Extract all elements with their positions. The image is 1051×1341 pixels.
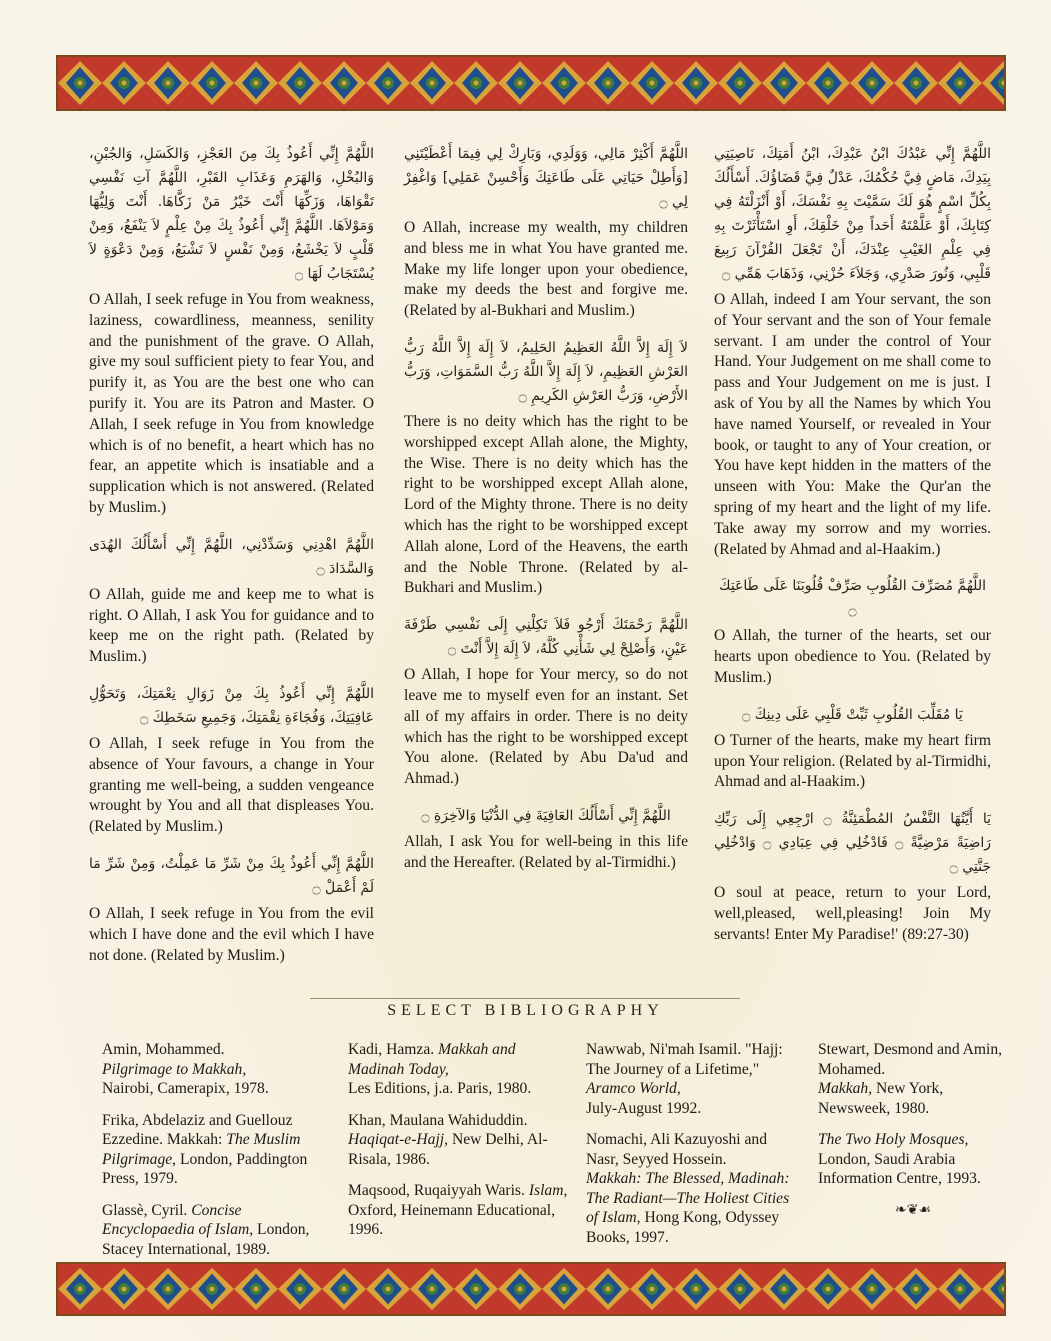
column-right [714,142,991,960]
english-translation: O Turner of the hearts, make my heart firm upon Your religion. (Related by al-Tirmidhi, Ahmad and al-Haakim.) [714,731,991,791]
column-left [89,142,374,980]
divider [310,998,740,999]
english-translation: O Allah, I seek refuge in You from the evil which I have done and the evil which I have not done. (Related by Muslim.) [89,904,374,964]
column-middle [404,142,688,888]
arabic-quran-verse: يَا أَيَّتُهَا النَّفْسُ المُطْمَئِنَّةُ ۝ ارْجِعِي إِلَى رَبِّكِ رَاضِيَةً مَرْضِيَّةً ۝ فَادْخُلِي فِي عِبَادِي ۝ وَادْخُلِي جَنَّتِي ۝ [714,811,991,876]
english-translation: O Allah, indeed I am Your servant, the son of Your servant and the son of Your female servant. I am under the control of Your Hand. Your Judgement on me shall come to pass and Your Judgement on me is just. I ask of You by all the Names by which You have named Yourself, or revealed in Your book, or taught to any of Your creation, or You have kept hidden in the matters of the unseen with You: Make the Qur'an the spring of my heart and the light of my life. Take away my sorrow and my worries. (Related by Ahmad and al-Haakim.) [714,291,991,558]
bibliography-column [586,1040,801,1259]
english-translation: O Allah, guide me and keep me to what is right. O Allah, I ask You for guidance and to keep me on the right path. (Related by Muslim.) [89,585,374,666]
bibliography-column [818,1040,1008,1220]
bibliography-entry: Stewart, Desmond and Amin, Mohamed. Makkah, New York, Newsweek, 1980. [818,1041,1003,1117]
arabic-supplication: لاَ إِلَهَ إِلاَّ اللَّهُ العَظِيمُ الحَلِيمُ، لاَ إِلَهَ إِلاَّ اللَّهُ رَبُّ العَرْشِ العَظِيمِ، لاَ إِلَهَ إِلاَّ اللَّهُ رَبُّ السَّمَوَاتِ، وَرَبُّ الأَرْضِ، وَرَبُّ العَرْشِ الكَرِيمِ ۝ [404,339,688,404]
arabic-supplication: اللَّهُمَّ رَحْمَتَكَ أَرْجُو فَلاَ تَكِلْنِي إِلَى نَفْسِي طَرْفَةَ عَيْنٍ، وَأَصْلِحْ لِي شَأْنِي كُلَّهُ، لاَ إِلَهَ إِلاَّ أَنْتَ ۝ [404,617,688,658]
bibliography-entry: Maqsood, Ruqaiyyah Waris. Islam, Oxford, Heinemann Educational, 1996. [348,1182,568,1238]
english-translation: Allah, I ask You for well-being in this life and the Hereafter. (Related by al-Tirmidhi.) [404,832,688,871]
bibliography-entry: Frika, Abdelaziz and Guellouz Ezzedine. Makkah: The Muslim Pilgrimage, London, Paddington Press, 1979. [102,1111,308,1187]
english-translation: O Allah, I seek refuge in You from the absence of Your favours, a change in Your granting me well-being, a sudden vengeance wrought by You and all that displeases You. (Related by Muslim.) [89,734,374,836]
ornament-icon: ❧❦☙ [894,1202,931,1218]
bibliography-column [102,1040,327,1271]
arabic-supplication: اللَّهُمَّ اهْدِنِي وَسَدِّدْنِي، اللَّهُمَّ إِنِّي أَسْأَلُكَ الهُدَى وَالسَّدَادَ ۝ [89,536,374,577]
arabic-supplication: اللَّهُمَّ إِنِّي عَبْدُكَ ابْنُ عَبْدِكَ، ابْنُ أَمَتِكَ، نَاصِيَتِي بِيَدِكَ، مَاضٍ فِيَّ حُكْمُكَ، عَدْلٌ فِيَّ قَضَاؤُكَ. أَسْأَلُكَ بِكُلِّ اسْمٍ هُوَ لَكَ سَمَّيْتَ بِهِ نَفْسَكَ، أَوْ أَنْزَلْتَهُ فِي كِتَابِكَ، أَوْ عَلَّمْتَهُ أَحَداً مِنْ خَلْقِكَ، أَوِ اسْتَأْثَرْتَ بِهِ فِي عِلْمِ الغَيْبِ عِنْدَكَ، أَنْ تَجْعَلَ القُرْآنَ رَبِيعَ قَلْبِي، وَنُورَ صَدْرِي، وَجَلاَءَ حُزْنِي، وَذَهَابَ هَمِّي ۝ [714,146,991,282]
english-translation: O Allah, I seek refuge in You from weakness, laziness, cowardliness, meanness, senility and the punishment of the grave. O Allah, give my soul sufficient piety to fear You, and purify it, as You are the best one who can purify it. You are its Patron and Master. O Allah, I seek refuge in You from knowledge which is of no benefit, a heart which has no fear, an appetite which is insatiable and a supplication which is not answered. (Related by Muslim.) [89,291,374,516]
bibliography-entry: Glassè, Cyril. Concise Encyclopaedia of Islam, London, Stacey International, 1989. [102,1201,310,1258]
bibliography-entry: Nawwab, Ni'mah Isamil. "Hajj: The Journey of a Lifetime," Aramco World, July-August 1992. [586,1041,783,1117]
bibliography-entry: Khan, Maulana Wahiduddin. Haqiqat-e-Hajj, New Delhi, Al-Risala, 1986. [348,1111,548,1168]
english-translation: There is no deity which has the right to be worshipped except Allah alone, the Mighty, the Wise. There is no deity which has the right to be worshipped except Allah alone, Lord of the Mighty throne. There is no deity which has the right to be worshipped except Allah alone, Lord of the Heavens, the earth and the Noble Throne. (Related by al-Bukhari and Muslim.) [404,412,688,597]
bibliography-column [348,1040,573,1252]
arabic-supplication: اللَّهُمَّ إِنِّي أَعُوذُ بِكَ مِنْ شَرِّ مَا عَمِلْتُ، وَمِنْ شَرِّ مَا لَمْ أَعْمَلْ ۝ [89,855,374,896]
english-translation: O soul at peace, return to your Lord, well,pleased, well,pleasing! Join My servants! Enter My Paradise!' (89:27-30) [714,884,991,943]
arabic-supplication: اللَّهُمَّ إِنِّي أَسْأَلُكَ العَافِيَةَ فِي الدُّنْيَا وَالآخِرَةِ ۝ [421,807,671,824]
english-translation: O Allah, I hope for Your mercy, so do not leave me to myself even for an instant. Set all of my affairs in order. There is no deity which has the right to be worshipped except You alone. (Related by Abu Da'ud and Ahmad.) [404,666,688,788]
english-translation: O Allah, increase my wealth, my children and bless me in what You have granted me. Make my life longer upon your obedience, make my deeds the best and forgive me. (Related by al-Bukhari and Muslim.) [404,219,688,320]
arabic-supplication: يَا مُقَلِّبَ القُلُوبِ ثَبِّتْ قَلْبِي عَلَى دِينِكَ ۝ [742,706,963,723]
arabic-supplication: اللَّهُمَّ إِنِّي أَعُوذُ بِكَ مِنَ العَجْزِ، وَالكَسَلِ، وَالجُبْنِ، وَالبُخْلِ، وَالهَرَمِ وَعَذَابِ القَبْرِ، اللَّهُمَّ آتِ نَفْسِي تَقْوَاهَا، وَزَكِّهَا أَنْتَ خَيْرُ مَنْ زَكَّاهَا. أَنْتَ وَلِيُّهَا وَمَوْلاَهَا. اللَّهُمَّ إِنِّي أَعُوذُ بِكَ مِنْ عِلْمٍ لاَ يَنْفَعُ، وَمِنْ قَلْبٍ لاَ يَخْشَعُ، وَمِنْ نَفْسٍ لاَ تَشْبَعُ، وَمِنْ دَعْوَةٍ لاَ يُسْتَجَابُ لَهَا ۝ [89,146,374,282]
bibliography-entry: The Two Holy Mosques, London, Saudi Arabia Information Centre, 1993. [818,1131,981,1187]
arabic-supplication: اللَّهُمَّ مُصَرِّفَ القُلُوبِ صَرِّفْ قُلُوبَنَا عَلَى طَاعَتِكَ ۝ [719,578,986,619]
bibliography-title: SELECT BIBLIOGRAPHY [387,1002,664,1019]
bibliography-entry: Nomachi, Ali Kazuyoshi and Nasr, Seyyed Hossein. Makkah: The Blessed, Madinah: The Radiant—The Holiest Cities of Islam, Hong Kong, Odyssey Books, 1997. [586,1131,790,1246]
arabic-supplication: اللَّهُمَّ إِنِّي أَعُوذُ بِكَ مِنْ زَوَالِ نِعْمَتِكَ، وَتَحَوُّلِ عَافِيَتِكَ، وَفُجَاءَةِ نِقْمَتِكَ، وَجَمِيعِ سَخَطِكَ ۝ [89,685,374,726]
english-translation: O Allah, the turner of the hearts, set our hearts upon obedience to You. (Related by Muslim.) [714,627,991,686]
decorative-border-top [56,55,1006,111]
decorative-border-bottom [56,1262,1006,1316]
bibliography-entry: Kadi, Hamza. Makkah and Madinah Today, Les Editions, j.a. Paris, 1980. [348,1041,532,1097]
bibliography-entry: Amin, Mohammed. Pilgrimage to Makkah, Nairobi, Camerapix, 1978. [102,1041,269,1097]
arabic-supplication: اللَّهُمَّ أَكْثِرْ مَالِي، وَوَلَدِي، وَبَارِكْ لِي فِيمَا أَعْطَيْتَنِي [وَأَطِلْ حَيَاتِي عَلَى طَاعَتِكَ وَأَحْسِنْ عَمَلِي] وَاغْفِرْ لِي ۝ [404,146,688,210]
